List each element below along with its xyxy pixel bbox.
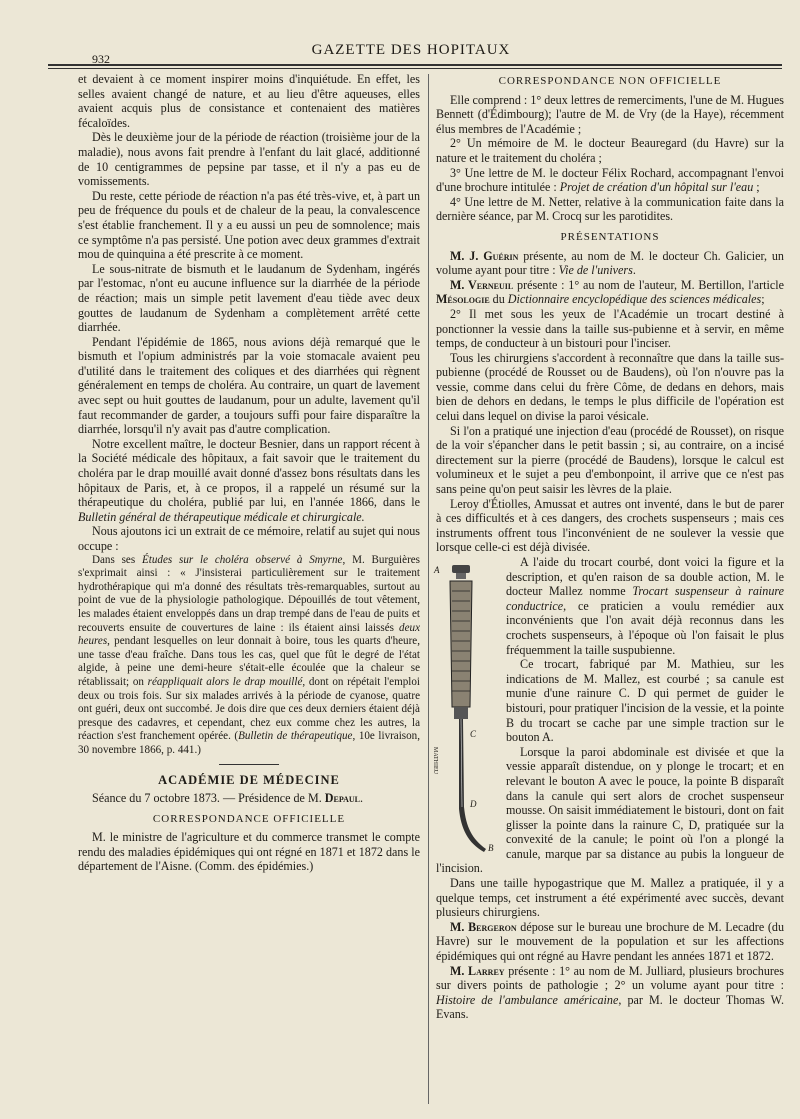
trocart-illustration: [430, 557, 498, 857]
article-name: Mésologie: [436, 292, 490, 307]
text-run: présente, au nom de M. le docteur Ch. Galicier, un volume ayant pour titre :: [436, 248, 784, 278]
paragraph: M. le ministre de l'agriculture et du commerce transmet le compte rendu des maladies épidémiques qui ont régné en 1871 et 1872 dans le département de l'Aisne. (Comm. des épidémies.): [78, 830, 420, 874]
paragraph: Du reste, cette période de réaction n'a pas été très-vive, et, à part un peu de fréquence du pouls et de chaleur de la peau, la convalescence s'est établie franchement. Il y a eu aussi un peu de somnolence; mais ce symptôme n'a pas persisté. Une potion avec deux grammes d'extrait mou de quinquina a été prescrite à ce moment.: [78, 188, 420, 262]
paragraph: [436, 964, 784, 1022]
paragraph: Pendant l'épidémie de 1865, nous avions déjà remarqué que le bismuth et l'opium administrés par la voie stomacale avaient peu d'utilité dans le traitement des coliques et des diarrhées qui règnent généralement en temps de choléra. Au contraire, un quart de lavement avec sept ou huit gouttes de laudanum, pour un adulte, lavement qu'il faut recommander de garder, a toujours suffi pour faire disparaître la diarrhée, lorsqu'il n'y avait pas d'autre complication.: [78, 334, 420, 437]
text-run: , M. Burguières s'exprimait ainsi : « J'insisterai particulièrement sur le traitement hydrothérapique qui m'a donné des résultats très-remarquables, surtout au point de vue de la physiologie pathologique. Dépouillés de tout vêtement, les malades étaient enveloppés dans un drap trempé dans de l'eau de puits et recouverts ensuite de couvertures de laine : ils étaient ainsi laissés: [78, 553, 421, 634]
emphasis: réappliquait alors le drap mouillé: [147, 675, 303, 688]
text-run: du: [489, 292, 508, 307]
paragraph: [436, 920, 784, 964]
paragraph: Si l'on a pratiqué une injection d'eau (procédé de Rousset), on risque de la voir s'épancher dans le petit bassin ; si, au contraire, on a incisé directement sur la pierre (procédé de Baudens), lorsque le calcul est volumineux et le sujet a peu d'embonpoint, il arrive que ce n'est pas sans peine qu'on peut saisir les lèvres de la plaie.: [436, 423, 784, 497]
president-name: Depaul: [324, 791, 361, 806]
figure-letter-a: A: [434, 565, 440, 575]
quotation-paragraph: [78, 554, 420, 758]
paragraph: Ce trocart, fabriqué par M. Mathieu, sur les indications de M. Mallez, est courbé ; sa canule est munie d'une rainure C. D qui permet de guider le bistouri, pour pratiquer l'incision de la vessie, et la pointe B du trocart se cache par une simple traction sur le bouton A.: [506, 657, 784, 745]
paragraph: 2° Un mémoire de M. le docteur Beauregard (du Havre) sur la nature et le traitement du choléra ;: [436, 136, 784, 165]
text-run: , ce praticien a voulu remédier aux inconvénients que l'on avait déjà reconnus dans les crochets suspenseurs, à l'époque où l'on faisait le plus fréquemment la taille suspubienne.: [506, 598, 784, 657]
text-run: ;: [753, 180, 760, 195]
column-separator: [428, 74, 429, 1104]
paragraph: Elle comprend : 1° deux lettres de remerciments, l'une de M. Hugues Bennett (d'Édimbourg); l'autre de M. de Vry (de la Haye), récemment élus membres de l'Académie ;: [436, 92, 784, 136]
paragraph: Dans une taille hypogastrique que M. Mallez a pratiquée, il y a quelque temps, cet instrument a été expérimenté avec succès, devant plusieurs chirurgiens.: [436, 876, 784, 920]
text-run: présente : 1° au nom de M. Julliard, plusieurs brochures sur divers points de pathologie ; 2° un volume ayant pour titre :: [436, 963, 784, 993]
text-run: A l'aide du trocart courbé, dont voici la figure et la description, et qu'en raison de sa double action, M. le docteur Mallez nomme: [506, 555, 784, 599]
trocart-figure: [430, 557, 498, 857]
figure-letter-d: D: [470, 799, 477, 809]
paragraph: [436, 278, 784, 307]
instrument-name: Trocart suspenseur à rainure conductrice: [506, 584, 785, 613]
header-rule: [48, 64, 782, 66]
speaker-name: M. Larrey: [450, 963, 505, 978]
paragraph: 2° Il met sous les yeux de l'Académie un trocart destiné à ponctionner la vessie dans la taille sus-pubienne et à servir, en même temps, de conducteur à un bistouri pour l'inciser.: [436, 306, 784, 351]
text-run: , dont on répétait l'emploi deux ou trois fois. Sur six malades arrivés à la période de cyanose, quatre ont guéri, deux ont succombé. Je dois dire que ces deux derniers étaient déjà presque des cadavres, et cependant, chez eux comme chez les autres, la réaction s'est franchement opérée. (: [78, 675, 420, 743]
text-run: , 10e livraison, 30 novembre 1866, p. 441.): [78, 730, 420, 756]
running-title: GAZETTE DES HOPITAUX: [311, 42, 511, 58]
dictionary-title: Dictionnaire encyclopédique des sciences médicales: [507, 292, 762, 307]
book-title: Études sur le choléra observé à Smyrne: [142, 553, 343, 566]
corr-non-officielle-heading: CORRESPONDANCE NON OFFICIELLE: [498, 75, 722, 87]
paragraph: Nous ajoutons ici un extrait de ce mémoire, relatif au sujet qui nous occupe :: [78, 524, 420, 553]
journal-title: Bulletin de thérapeutique: [238, 730, 353, 743]
seance-line: Séance du 7 octobre 1873. — Présidence de M. Depaul.: [92, 791, 364, 806]
paragraph: Leroy d'Étiolles, Amussat et autres ont inventé, dans le but de parer à ces difficultés et à ces dangers, des crochets suspenseurs ; mais ces instruments offrent tous l'inconvénient de ne soulever la vessie que lorsque celle-ci est déjà divisée.: [436, 496, 784, 555]
right-column: [432, 72, 785, 1022]
text-run: ;: [761, 292, 765, 307]
paragraph: Tous les chirurgiens s'accordent à reconnaître que dans la taille sus-pubienne (procédé de Rousset ou de Baudens), où l'on n'ouvre pas la vessie, comme dans celui du frère Côme, de dedans en dehors, mais bien de dehors en dedans, le temps le plus difficile de l'opération est celui dans lequel on divise la paroi vésicale.: [436, 350, 784, 424]
maker-label: MATHIEU: [432, 747, 438, 774]
page-header: [40, 42, 782, 66]
text-run: Dans ses: [92, 553, 142, 566]
paragraph: 4° Une lettre de M. Netter, relative à la communication faite dans la dernière séance, par M. Crocq sur les parotidites.: [436, 194, 784, 224]
speaker-name: M. Verneuil: [450, 277, 514, 292]
corr-officielle-heading: CORRESPONDANCE OFFICIELLE: [152, 812, 346, 825]
book-title: Vie de l'univers: [558, 263, 633, 278]
left-column: [78, 72, 420, 874]
text-run: présente : 1° au nom de l'auteur, M. Bertillon, l'article: [513, 277, 784, 292]
paragraph: et devaient à ce moment inspirer moins d'inquiétude. En effet, les selles avaient changé de nature, et au lieu d'être aqueuses, elles avaient acquis plus de consistance et contenaient des matières fécaloïdes.: [78, 72, 420, 130]
speaker-name: M. J. Guérin: [450, 248, 519, 263]
presentations-heading: PRÉSENTATIONS: [560, 230, 660, 243]
paragraph: Le sous-nitrate de bismuth et le laudanum de Sydenham, ingérés par l'estomac, n'ont eu aucune influence sur la diarrhée de la période de réaction; mais un simple petit lavement d'eau tiède avec deux gouttes de laudanum de Sydenham a complètement arrêté cette diarrhée.: [78, 261, 420, 335]
paragraph: [78, 437, 420, 525]
section-divider: [219, 764, 279, 765]
text-run: Notre excellent maître, le docteur Besnier, dans un rapport récent à la Société médicale des hôpitaux, a fait savoir que le traitement du choléra par le drap mouillé avait donné d'assez bons résultats dans les hôpitaux de Paris, et, à ce propos, il a rappelé un résumé sur la thérapeutique du choléra, publié par lui, en l'année 1866, dans le: [78, 436, 420, 510]
academie-heading: ACADÉMIE DE MÉDECINE: [158, 772, 340, 787]
journal-title: Bulletin général de thérapeutique médicale et chirurgicale.: [78, 509, 365, 524]
figure-letter-c: C: [470, 729, 477, 739]
paragraph: Dès le deuxième jour de la période de réaction (troisième jour de la maladie), nous avons fait prendre à l'enfant du lait glacé, additionné de 10 centigrammes de pepsine par tasse, et il n'y a pas eu de vomissements.: [78, 130, 420, 189]
paragraph: Lorsque la paroi abdominale est divisée et que la vessie apparaît distendue, on y plonge le trocart; et en relevant le bouton A avec le pouce, la pointe B disparaît dans la canule qui sert alors de crochet suspenseur mousse. On saisit immédiatement le bistouri, dont on fait glisser la pointe dans la rainure C, D, pratiquée sur la convexité de la canule; le point où l'on a plongé la canule, marque par sa distance au pubis la longueur de l'incision.: [436, 744, 784, 876]
brochure-title: Projet de création d'un hôpital sur l'eau: [559, 180, 754, 195]
emphasis: deux heures: [78, 621, 420, 648]
text-run: 3° Une lettre de M. le docteur Félix Rochard, accompagnant l'envoi d'une brochure intitulée :: [436, 165, 784, 195]
text-run: dépose sur le bureau une brochure de M. Lecadre (du Havre) sur le mouvement de la population et sur les affections épidémiques qui ont régné au Havre pendant les années 1871 et 1872.: [436, 919, 784, 964]
figure-letter-b: B: [488, 843, 494, 853]
text-run: , pendant lesquelles on leur donnait à boire, tous les quarts d'heure, une tasse d'eau fraîche. Dans tous les cas, quel que fût le degré de l'état algide, à peine une demi-heure s'était-elle écoulée que la chaleur se rétablissait; on: [78, 635, 420, 688]
page-number: 932: [92, 52, 110, 66]
paragraph: [436, 249, 784, 278]
text-run: .: [632, 263, 636, 278]
text-run: , par M. le docteur Thomas W. Evans.: [436, 992, 785, 1022]
header-rule-thin: [48, 68, 782, 69]
text-run: Séance du 7 octobre 1873. — Présidence de M.: [92, 791, 325, 806]
paragraph: [436, 166, 784, 195]
speaker-name: M. Bergeron: [450, 919, 517, 934]
book-title: Histoire de l'ambulance américaine: [436, 992, 619, 1007]
